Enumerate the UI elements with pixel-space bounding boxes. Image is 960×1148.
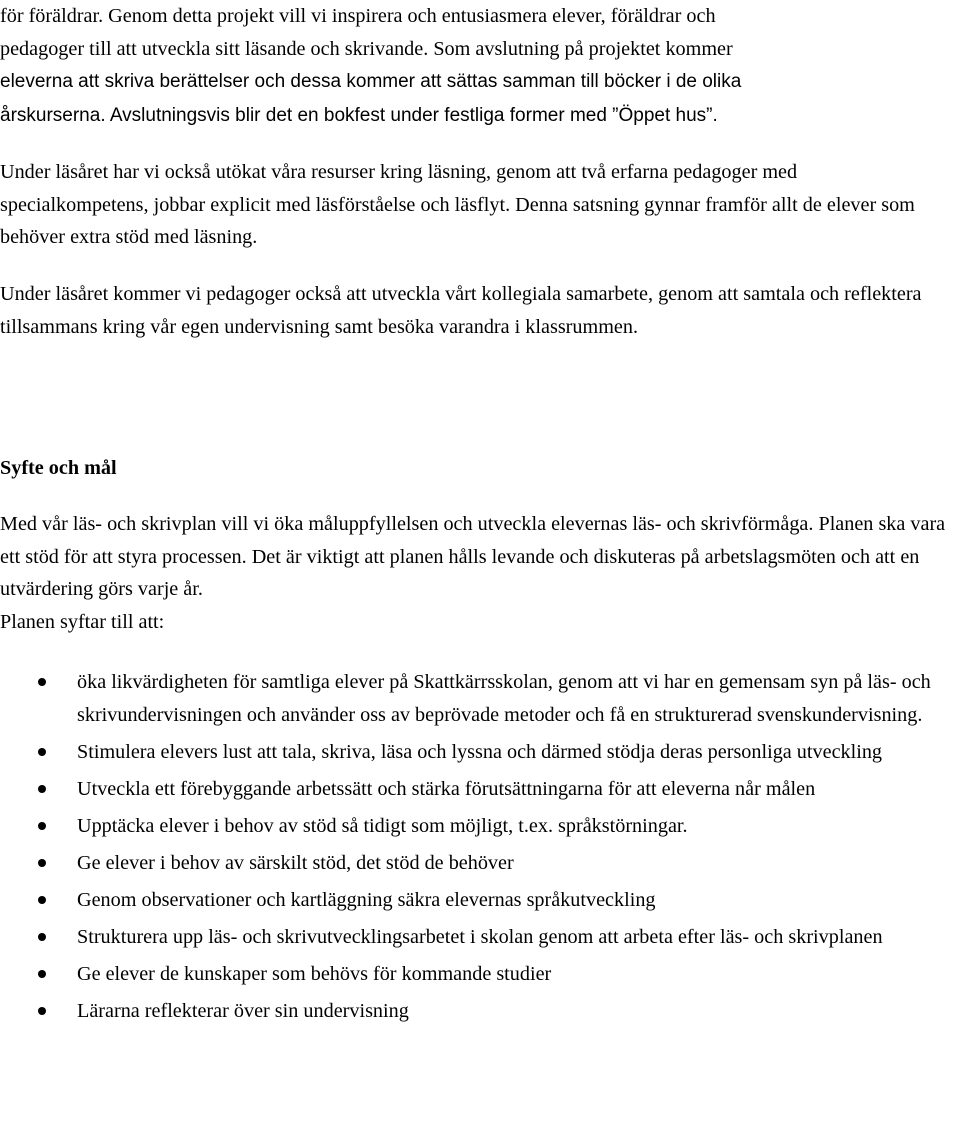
bullet-icon — [38, 859, 46, 867]
list-item-text: Utveckla ett förebyggande arbetssätt och stärka förutsättningarna för att eleverna når målen — [77, 777, 816, 800]
bullet-icon — [38, 785, 46, 793]
intro-line-4b: Avslutningsvis blir det en bokfest under festliga former med ”Öppet hus”. — [105, 104, 718, 126]
section-heading: Syfte och mål — [0, 457, 117, 479]
bullet-icon — [38, 822, 46, 830]
list-item — [0, 921, 946, 954]
intro-paragraph-2: Under läsåret har vi också utökat våra resurser kring läsning, genom att två erfarna pedagoger med specialkompetens, jobbar explicit med läsförståelse och läsflyt. Denna satsning gynnar framför allt de elever som behöver extra stöd med läsning. — [0, 161, 915, 248]
list-item — [0, 958, 946, 991]
intro-line-4a: årskurserna. — [0, 104, 106, 126]
section-paragraph-2: Planen syftar till att: — [0, 611, 165, 633]
list-item — [0, 773, 946, 806]
bullet-icon — [38, 748, 46, 756]
list-item-text: Ge elever i behov av särskilt stöd, det stöd de behöver — [77, 851, 514, 874]
list-item-text: Ge elever de kunskaper som behövs för kommande studier — [77, 962, 552, 985]
intro-line-2: pedagoger till att utveckla sitt läsande och skrivande. Som avslutning på projektet kommer — [0, 37, 733, 60]
list-item — [0, 810, 946, 843]
bullet-icon — [38, 933, 46, 941]
section-paragraph-1: Med vår läs- och skrivplan vill vi öka måluppfyllelsen och utveckla elevernas läs- och skrivförmåga. Planen ska vara ett stöd för att styra processen. Det är viktigt att planen hålls levande och diskuteras på arbetslagsmöten och att en utvärdering görs varje år. — [0, 513, 946, 600]
list-item-text: Genom observationer och kartläggning säkra elevernas språkutveckling — [77, 888, 656, 911]
intro-line-1: för föräldrar. Genom detta projekt vill vi inspirera och entusiasmera elever, föräldrar och — [0, 5, 716, 27]
list-item — [0, 666, 946, 731]
list-item-text: Stimulera elevers lust att tala, skriva, läsa och lyssna och därmed stödja deras personliga utveckling — [77, 740, 883, 763]
list-item-text: Strukturera upp läs- och skrivutvecklingsarbetet i skolan genom att arbeta efter läs- och skrivplanen — [77, 925, 883, 948]
goals-list — [0, 666, 946, 1032]
list-item — [0, 884, 946, 917]
list-item-text: öka likvärdigheten för samtliga elever på Skattkärrsskolan, genom att vi har en gemensam syn på läs- och skrivundervisningen och använder oss av beprövade metoder och få en strukturerad svenskundervisning. — [77, 671, 931, 726]
intro-paragraph-3: Under läsåret kommer vi pedagoger också att utveckla vårt kollegiala samarbete, genom att samtala och reflektera tillsammans kring vår egen undervisning samt besöka varandra i klassrummen. — [0, 283, 922, 338]
list-item — [0, 736, 946, 769]
bullet-icon — [38, 1007, 46, 1015]
list-item-text: Upptäcka elever i behov av stöd så tidigt som möjligt, t.ex. språkstörningar. — [77, 814, 688, 837]
bullet-icon — [38, 678, 46, 686]
list-item — [0, 995, 946, 1028]
list-item-text: Lärarna reflekterar över sin undervisning — [77, 999, 409, 1022]
list-item — [0, 847, 946, 880]
intro-line-3: eleverna att skriva berättelser och dessa kommer att sättas samman till böcker i de olika — [0, 71, 742, 92]
intro-paragraph-1 — [0, 0, 946, 132]
bullet-icon — [38, 896, 46, 904]
bullet-icon — [38, 970, 46, 978]
